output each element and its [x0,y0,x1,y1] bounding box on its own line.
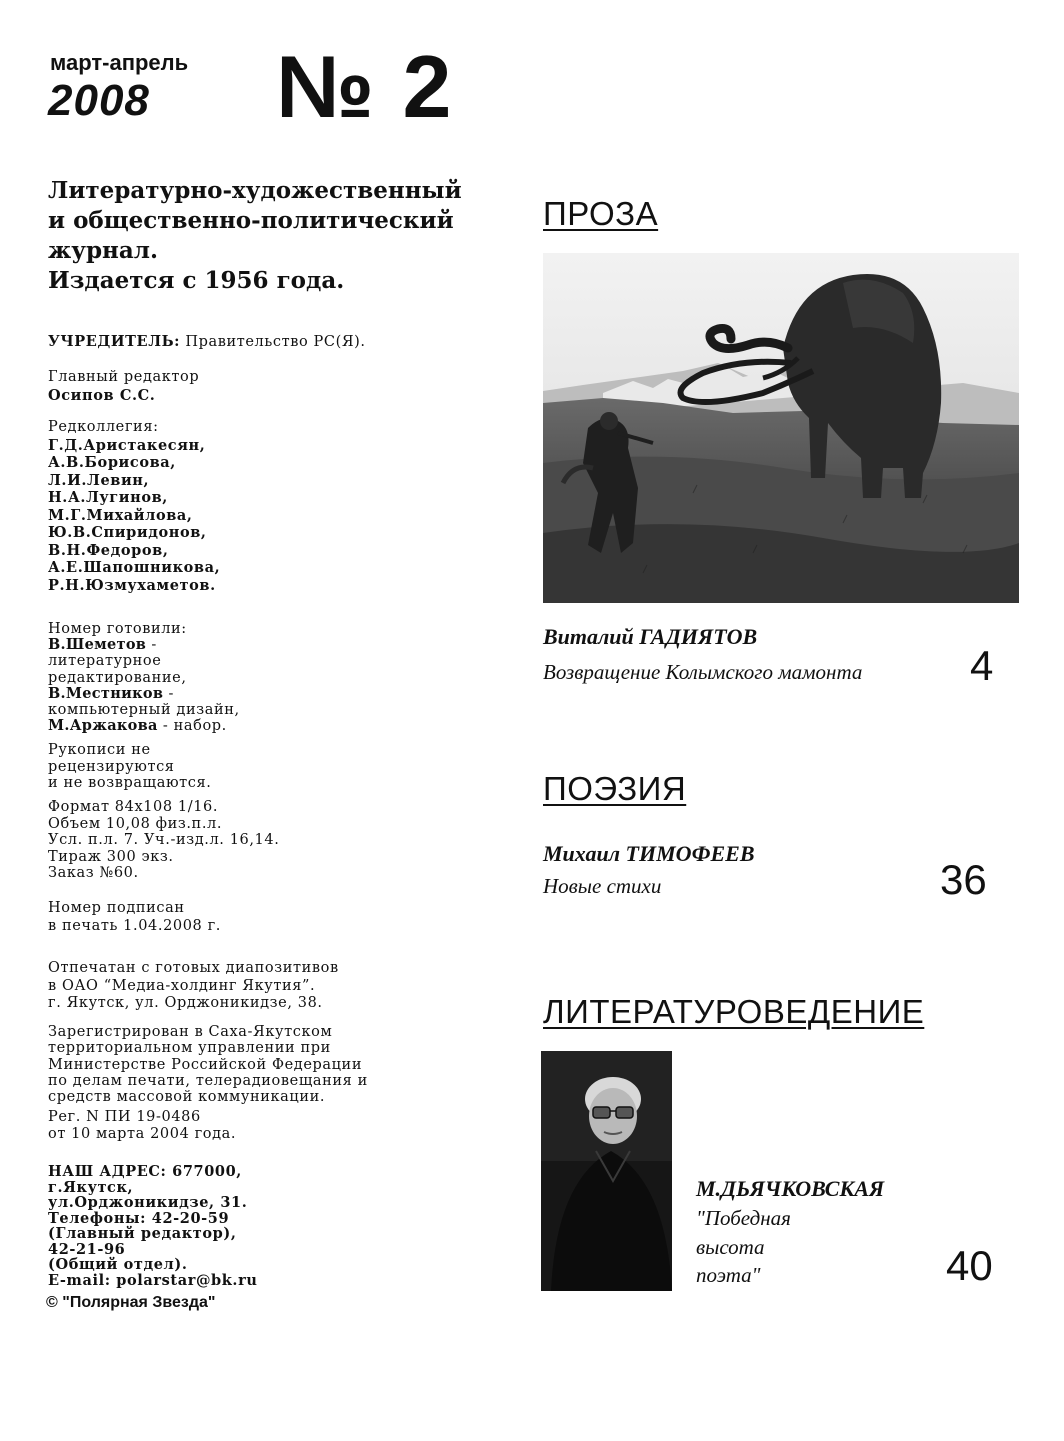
manuscripts-line: Рукописи не [48,742,151,758]
section-criticism-title: ЛИТЕРАТУРОВЕДЕНИЕ [543,993,925,1030]
address-line: НАШ АДРЕС: 677000, [48,1163,242,1180]
poet-portrait [541,1051,672,1291]
registration-line: по делам печати, телерадиовещания и [48,1072,368,1089]
founder-value: Правительство РС(Я). [185,334,366,350]
issue-months: март-апрель [50,50,189,75]
printer-info [48,960,339,1013]
mammoth-illustration [543,253,1019,603]
registration-line: от 10 марта 2004 года. [48,1125,237,1142]
board-member: Л.И.Левин, [48,471,150,489]
printer-line: в ОАО “Медиа-холдинг Якутия”. [48,977,316,994]
prepared-role: компьютерный дизайн, [48,702,240,719]
address-line: (Главный редактор), [48,1225,237,1242]
manuscripts-note [48,742,211,792]
prose-page-number: 4 [970,642,994,689]
copyright: © "Полярная Звезда" [46,1294,216,1311]
chief-editor [48,369,199,404]
spec-line: Формат 84x108 1/16. [48,799,219,815]
board-member: А.В.Борисова, [48,454,176,471]
criticism-work-line: "Победная [696,1206,791,1230]
prose-work-title: Возвращение Колымского мамонта [543,660,863,684]
criticism-author: М.ДЬЯЧКОВСКАЯ [696,1176,885,1201]
tagline-line: Издается с 1956 года. [48,267,345,294]
board-member: Ю.В.Спиридонов, [48,524,207,541]
prepared-dash: - [163,685,174,702]
founder-label: УЧРЕДИТЕЛЬ: [48,333,181,350]
founder [48,333,366,352]
manuscripts-line: рецензируются [48,758,175,775]
criticism-page-number: 40 [946,1242,993,1289]
board-member: Н.А.Лугинов, [48,489,168,506]
journal-tagline [48,176,468,296]
issue-year: 2008 [48,76,150,125]
registration-info [48,1024,368,1142]
spec-line: Объем 10,08 физ.п.л. [48,815,223,832]
registration-line: Зарегистрирован в Саха-Якутском [48,1024,333,1040]
address-line: (Общий отдел). [48,1256,188,1273]
board-member: А.Е.Шапошникова, [48,559,221,576]
board-member: В.Н.Федоров, [48,541,169,559]
address-line: ул.Орджоникидзе, 31. [48,1194,248,1211]
board-member: М.Г.Михайлова, [48,506,193,524]
prepared-role: редактирование, [48,669,187,686]
poetry-author: Михаил ТИМОФЕЕВ [543,841,755,866]
signed-note [48,900,221,935]
signed-line: Номер подписан [48,900,185,916]
prepared-role: - набор. [157,718,227,735]
manuscripts-line: и не возвращаются. [48,775,212,791]
print-specs [48,799,279,882]
spec-line: Заказ №60. [48,865,139,881]
prepared-person: В.Шеметов [48,636,147,654]
spec-line: Усл. п.л. 7. Уч.-изд.л. 16,14. [48,832,280,848]
email-line[interactable]: E-mail: polarstar@bk.ru [48,1271,258,1289]
printer-line: г. Якутск, ул. Орджоникидзе, 38. [48,995,323,1011]
section-poetry-title: ПОЭЗИЯ [543,770,687,807]
registration-line: территориальном управлении при [48,1040,331,1057]
prepared-person: М.Аржакова [48,717,158,735]
address-line: 42-21-96 [48,1240,126,1258]
address-line: г.Якутск, [48,1178,134,1196]
tagline-line: и общественно-политический [48,207,454,234]
issue-number: № 2 [276,37,454,136]
board-member: Р.Н.Юзмухаметов. [48,576,216,594]
printer-line: Отпечатан с готовых диапозитивов [48,960,339,976]
tagline-line: журнал. [48,237,158,264]
chief-editor-label: Главный редактор [48,369,200,385]
criticism-work-line: высота [696,1235,765,1259]
prepared-label: Номер готовили: [48,621,187,637]
contact-address [48,1164,257,1288]
registration-line: Рег. N ПИ 19-0486 [48,1109,201,1126]
prose-author: Виталий ГАДИЯТОВ [543,624,758,649]
prepared-role: литературное [48,653,162,670]
spec-line: Тираж 300 экз. [48,848,174,865]
section-prose-title: ПРОЗА [543,195,659,232]
tagline-line: Литературно-художественный [48,177,462,204]
signed-line: в печать 1.04.2008 г. [48,917,221,934]
prepared-dash: - [146,637,157,654]
board-member: Г.Д.Аристакесян, [48,436,206,454]
chief-editor-name: Осипов С.С. [48,386,156,404]
registration-line: средств массовой коммуникации. [48,1089,326,1106]
criticism-work-line: поэта" [696,1263,761,1287]
prepared-by [48,621,240,734]
poetry-page-number: 36 [940,856,987,903]
poetry-work-title: Новые стихи [543,874,662,898]
prepared-person: В.Местников [48,684,164,702]
address-line: Телефоны: 42-20-59 [48,1209,230,1227]
registration-line: Министерстве Российской Федерации [48,1056,363,1073]
editorial-board [48,419,220,594]
board-label: Редколлегия: [48,419,159,435]
